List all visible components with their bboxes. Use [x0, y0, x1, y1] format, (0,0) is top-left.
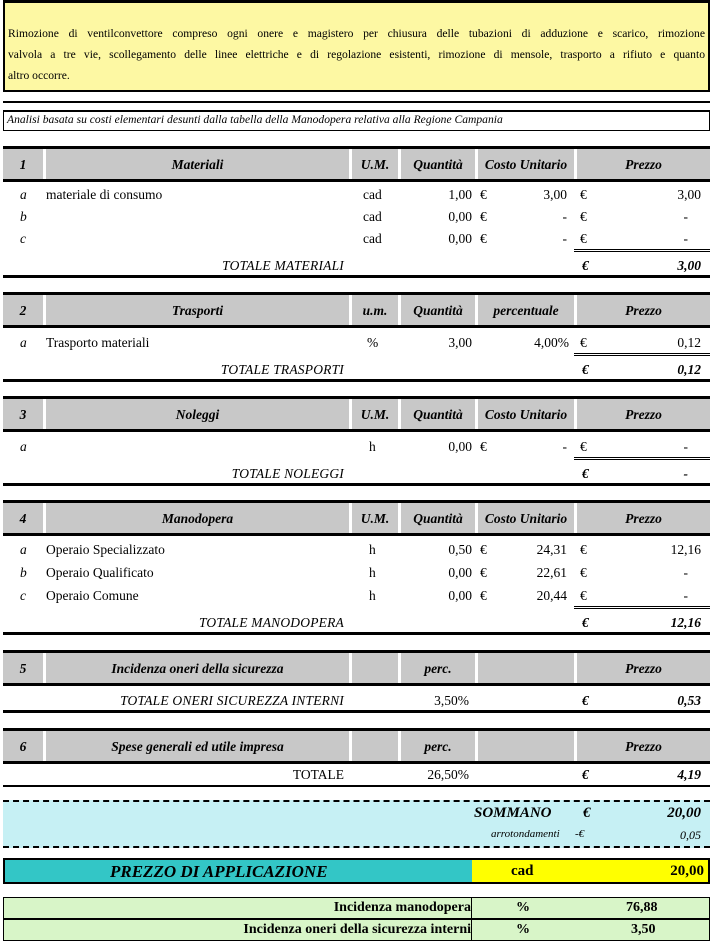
section-number: 1 — [3, 149, 43, 179]
row-um: cad — [363, 231, 382, 246]
table-row — [3, 228, 710, 250]
total-row — [3, 256, 710, 278]
application-price-unit: cad — [511, 863, 534, 879]
total-percentage: 26,50% — [427, 767, 469, 782]
application-price-bar — [3, 858, 710, 884]
row-unit-cost: - — [562, 209, 567, 224]
column-unit-cost: Costo Unitario — [478, 503, 574, 533]
section-title: Incidenza oneri della sicurezza — [46, 653, 349, 683]
row-um: h — [369, 565, 376, 580]
table-row — [3, 585, 710, 607]
row-letter: c — [20, 588, 26, 603]
column-unit-cost: Costo Unitario — [478, 149, 574, 179]
row-description: Operaio Qualificato — [46, 565, 154, 580]
row-letter: a — [20, 335, 27, 350]
total-label: TOTALE MATERIALI — [222, 258, 344, 273]
euro-sign: € — [582, 466, 589, 481]
row-um: h — [369, 588, 376, 603]
section-title: Materiali — [46, 149, 349, 179]
section-number: 4 — [3, 503, 43, 533]
row-unit-cost: - — [562, 231, 567, 246]
euro-sign: € — [480, 542, 487, 557]
row-letter: b — [20, 209, 27, 224]
incidence-row — [3, 919, 710, 941]
total-percentage: 3,50% — [434, 693, 469, 708]
column-empty — [352, 653, 398, 683]
euro-sign: € — [580, 231, 587, 246]
euro-sign: € — [480, 209, 487, 224]
euro-sign: € — [480, 231, 487, 246]
euro-sign: € — [582, 258, 589, 273]
rounding-value: 0,05 — [680, 828, 701, 842]
row-letter: a — [20, 187, 27, 202]
total-value: 3,00 — [677, 258, 701, 273]
column-price: Prezzo — [577, 503, 710, 533]
sommano-label: SOMMANO — [474, 805, 552, 821]
column-um: U.M. — [352, 399, 398, 429]
section-number: 2 — [3, 295, 43, 325]
euro-sign: € — [580, 187, 587, 202]
column-percentage: perc. — [401, 653, 475, 683]
row-percentage: 4,00% — [534, 335, 569, 350]
row-um: h — [369, 542, 376, 557]
euro-sign: € — [580, 209, 587, 224]
total-value: 4,19 — [677, 767, 701, 782]
analysis-note: Analisi basata su costi elementari desunti dalla tabella della Manodopera relativa alla Regione Campania — [3, 110, 710, 131]
column-quantity: Quantità — [401, 503, 475, 533]
incidence-unit: % — [516, 922, 530, 937]
rounding-label: arrotondamenti — [491, 828, 560, 840]
euro-sign: € — [480, 439, 487, 454]
double-underline — [574, 353, 710, 356]
row-um: h — [369, 439, 376, 454]
description-box — [3, 0, 710, 92]
row-description: Operaio Comune — [46, 588, 139, 603]
euro-sign: € — [582, 693, 589, 708]
column-empty — [352, 731, 398, 761]
description-line: Rimozione di ventilconvettore compreso ogni onere e magistero per chiusura delle tubazioni di adduzione e scarico, rimozione — [8, 27, 705, 40]
section-header-materiali — [3, 146, 710, 182]
section-title: Spese generali ed utile impresa — [46, 731, 349, 761]
double-underline — [574, 606, 710, 609]
row-letter: a — [20, 439, 27, 454]
section-header-trasporti — [3, 292, 710, 328]
euro-sign: € — [582, 767, 589, 782]
table-row — [3, 184, 710, 206]
row-unit-cost: 22,61 — [536, 565, 567, 580]
row-letter: b — [20, 565, 27, 580]
section-title: Manodopera — [46, 503, 349, 533]
table-row — [3, 206, 710, 228]
row-letter: a — [20, 542, 27, 557]
column-quantity: Quantità — [401, 399, 475, 429]
table-row — [3, 562, 710, 584]
incidence-row — [3, 897, 710, 919]
column-percentage: perc. — [401, 731, 475, 761]
euro-sign: € — [582, 615, 589, 630]
column-price: Prezzo — [577, 149, 710, 179]
row-price: - — [683, 209, 688, 224]
total-label: TOTALE — [292, 767, 344, 782]
application-price-value: 20,00 — [670, 863, 704, 879]
column-percentage: percentuale — [478, 295, 574, 325]
column-empty — [478, 731, 574, 761]
total-label: TOTALE NOLEGGI — [231, 466, 344, 481]
euro-sign: € — [580, 335, 587, 350]
column-um: U.M. — [352, 149, 398, 179]
column-quantity: Quantità — [401, 295, 475, 325]
description-line: valvola a tre vie, scollegamento delle linee elettriche e di regolazione esistenti, rimozione di mensole, trasporto a rifiuto e quanto — [8, 48, 705, 61]
divider — [3, 101, 710, 103]
euro-sign: € — [580, 588, 587, 603]
section-header-spese — [3, 728, 710, 764]
row-description: materiale di consumo — [46, 187, 163, 202]
total-label: TOTALE MANODOPERA — [198, 615, 344, 630]
row-price: - — [683, 588, 688, 603]
incidence-value: 76,88 — [626, 900, 658, 915]
row-um: % — [367, 335, 379, 350]
total-row — [3, 360, 710, 382]
column-price: Prezzo — [577, 653, 710, 683]
row-price: 12,16 — [670, 542, 701, 557]
column-um: U.M. — [352, 503, 398, 533]
euro-sign: € — [480, 187, 487, 202]
section-title: Trasporti — [46, 295, 349, 325]
euro-sign: € — [580, 439, 587, 454]
section-header-noleggi — [3, 396, 710, 432]
column-unit-cost: Costo Unitario — [478, 399, 574, 429]
sommano-value: 20,00 — [667, 805, 701, 821]
row-quantity: 1,00 — [448, 187, 472, 202]
column-um: u.m. — [352, 295, 398, 325]
double-underline — [574, 249, 710, 252]
row-quantity: 0,00 — [448, 588, 472, 603]
total-value: 0,53 — [677, 693, 701, 708]
column-price: Prezzo — [577, 399, 710, 429]
row-price: - — [683, 231, 688, 246]
total-row — [3, 765, 710, 787]
row-quantity: 0,00 — [448, 231, 472, 246]
row-letter: c — [20, 231, 26, 246]
row-quantity: 0,00 — [448, 439, 472, 454]
row-price: 3,00 — [677, 187, 701, 202]
total-label: TOTALE TRASPORTI — [220, 362, 344, 377]
row-description: Trasporto materiali — [46, 335, 150, 350]
incidence-unit: % — [516, 900, 530, 915]
total-row — [3, 613, 710, 635]
rounding-euro: -€ — [575, 828, 585, 840]
row-unit-cost: 24,31 — [536, 542, 567, 557]
total-value: 0,12 — [677, 362, 701, 377]
incidence-value: 3,50 — [631, 922, 656, 937]
column-price: Prezzo — [577, 295, 710, 325]
total-value: - — [683, 466, 688, 481]
column-empty — [478, 653, 574, 683]
row-um: cad — [363, 209, 382, 224]
table-row — [3, 436, 710, 458]
row-description: Operaio Specializzato — [46, 542, 165, 557]
euro-sign: € — [580, 542, 587, 557]
row-unit-cost: - — [562, 439, 567, 454]
table-row — [3, 539, 710, 561]
euro-sign: € — [580, 565, 587, 580]
table-row — [3, 332, 710, 354]
incidence-label: Incidenza manodopera — [333, 900, 471, 915]
row-quantity: 3,00 — [448, 335, 472, 350]
row-unit-cost: 20,44 — [536, 588, 567, 603]
total-label: TOTALE ONERI SICUREZZA INTERNI — [120, 693, 344, 708]
section-number: 6 — [3, 731, 43, 761]
total-row — [3, 691, 710, 713]
section-header-sicurezza — [3, 650, 710, 686]
total-value: 12,16 — [670, 615, 701, 630]
euro-sign: € — [480, 588, 487, 603]
application-price-label: PREZZO DI APPLICAZIONE — [5, 860, 472, 882]
row-um: cad — [363, 187, 382, 202]
row-quantity: 0,50 — [448, 542, 472, 557]
application-price-value-box — [472, 860, 708, 882]
row-quantity: 0,00 — [448, 565, 472, 580]
description-line: altro occorre. — [8, 69, 70, 82]
double-underline — [574, 457, 710, 460]
euro-sign: € — [582, 362, 589, 377]
incidence-label: Incidenza oneri della sicurezza interni — [243, 922, 471, 937]
euro-sign: € — [480, 565, 487, 580]
column-price: Prezzo — [577, 731, 710, 761]
euro-sign: € — [583, 805, 591, 821]
section-number: 3 — [3, 399, 43, 429]
row-unit-cost: 3,00 — [543, 187, 567, 202]
summary-box — [3, 800, 710, 848]
row-quantity: 0,00 — [448, 209, 472, 224]
column-quantity: Quantità — [401, 149, 475, 179]
total-row — [3, 464, 710, 486]
section-number: 5 — [3, 653, 43, 683]
row-price: - — [683, 439, 688, 454]
row-price: 0,12 — [677, 335, 701, 350]
section-header-manodopera — [3, 500, 710, 536]
row-price: - — [683, 565, 688, 580]
section-title: Noleggi — [46, 399, 349, 429]
